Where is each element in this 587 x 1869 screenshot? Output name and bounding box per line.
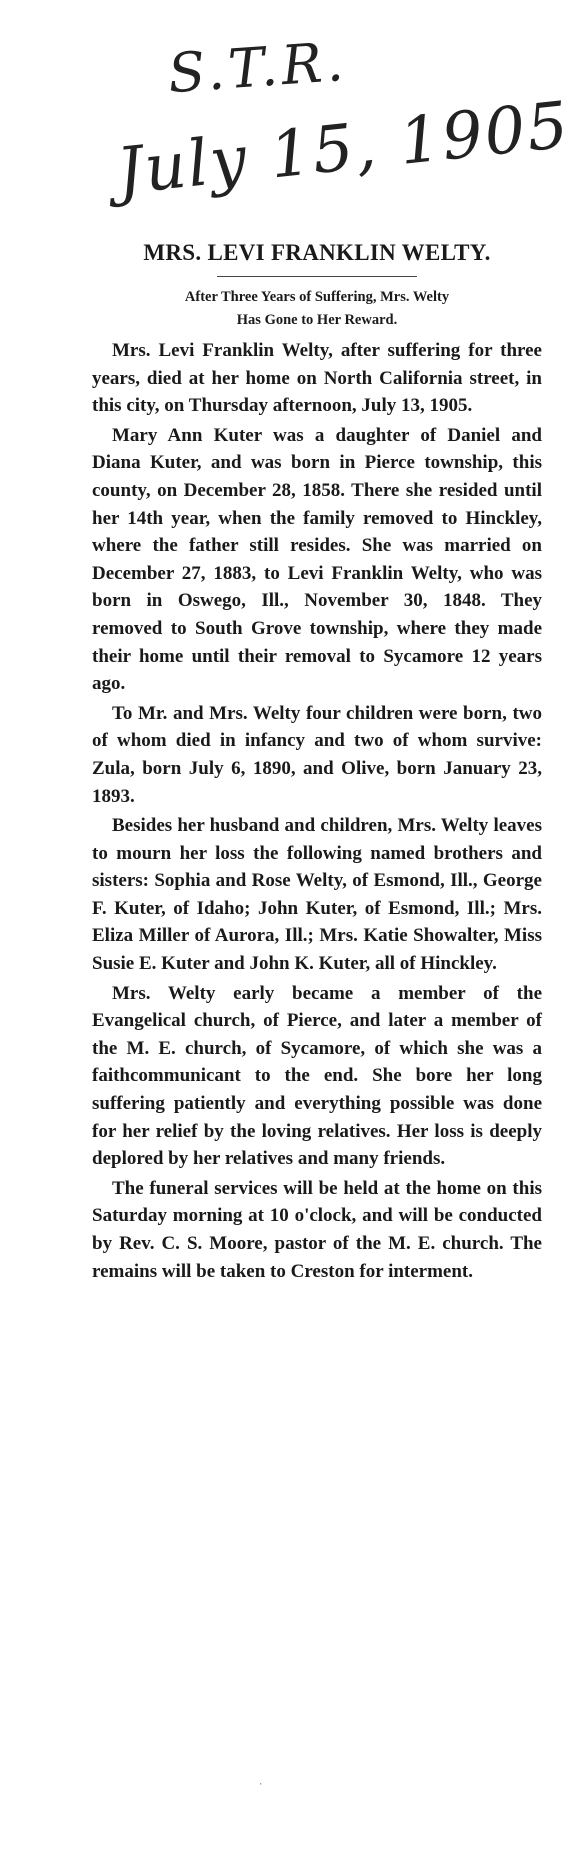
handwritten-date-note: July 15, 1905 [113, 88, 574, 210]
article-subhead-line-1: After Three Years of Suffering, Mrs. Welty [184, 289, 450, 305]
handwritten-source-note: S.T.R. [166, 29, 350, 106]
print-speck: · [258, 1780, 266, 1790]
article-headline: MRS. LEVI FRANKLIN WELTY. [143, 240, 491, 265]
headline-divider [217, 276, 417, 277]
article-paragraph-6: The funeral services will be held at the home on this Saturday morning at 10 o'clock, and will be conducted by Rev. C. S. Moore, pastor of the M. E. church. The remains will be taken to Creston for interment. [92, 1177, 542, 1282]
article-paragraph-4: Besides her husband and children, Mrs. Welty leaves to mourn her loss the following named brothers and sisters: Sophia and Rose Welty, of Esmond, Ill., George F. Kuter, of Idaho; John Kuter, of Esmond, Ill.; Mrs. Eliza Miller of Aurora, Ill.; Mrs. Katie Showalter, Miss Susie E. Kuter and John K. Kuter, all of Hinckley. [92, 815, 542, 975]
article-paragraph-5: Mrs. Welty early became a member of the Evangelical church, of Pierce, and later a member of the M. E. church, of Sycamore, of which she was a faithcommunicant to the end. She bore her long suffering patiently and everything possible was done for her relief by the loving relatives. Her loss is deeply deplored by her relatives and many friends. [92, 982, 542, 1170]
article-paragraph-2: Mary Ann Kuter was a daughter of Daniel and Diana Kuter, and was born in Pierce township, this county, on December 28, 1858. There she resided until her 14th year, when the family removed to Hinckley, where the father still resides. She was married on December 27, 1883, to Levi Franklin Welty, who was born in Oswego, Ill., November 30, 1848. They removed to South Grove township, where they made their home until their removal to Sycamore 12 years ago. [92, 424, 542, 695]
newspaper-clipping [92, 240, 542, 1287]
article-subhead-line-2: Has Gone to Her Reward. [236, 312, 398, 328]
article-paragraph-3: To Mr. and Mrs. Welty four children were born, two of whom died in infancy and two of whom survive: Zula, born July 6, 1890, and Olive, born January 23, 1893. [92, 702, 542, 807]
article-paragraph-1: Mrs. Levi Franklin Welty, after suffering for three years, died at her home on North California street, in this city, on Thursday afternoon, July 13, 1905. [92, 340, 542, 417]
